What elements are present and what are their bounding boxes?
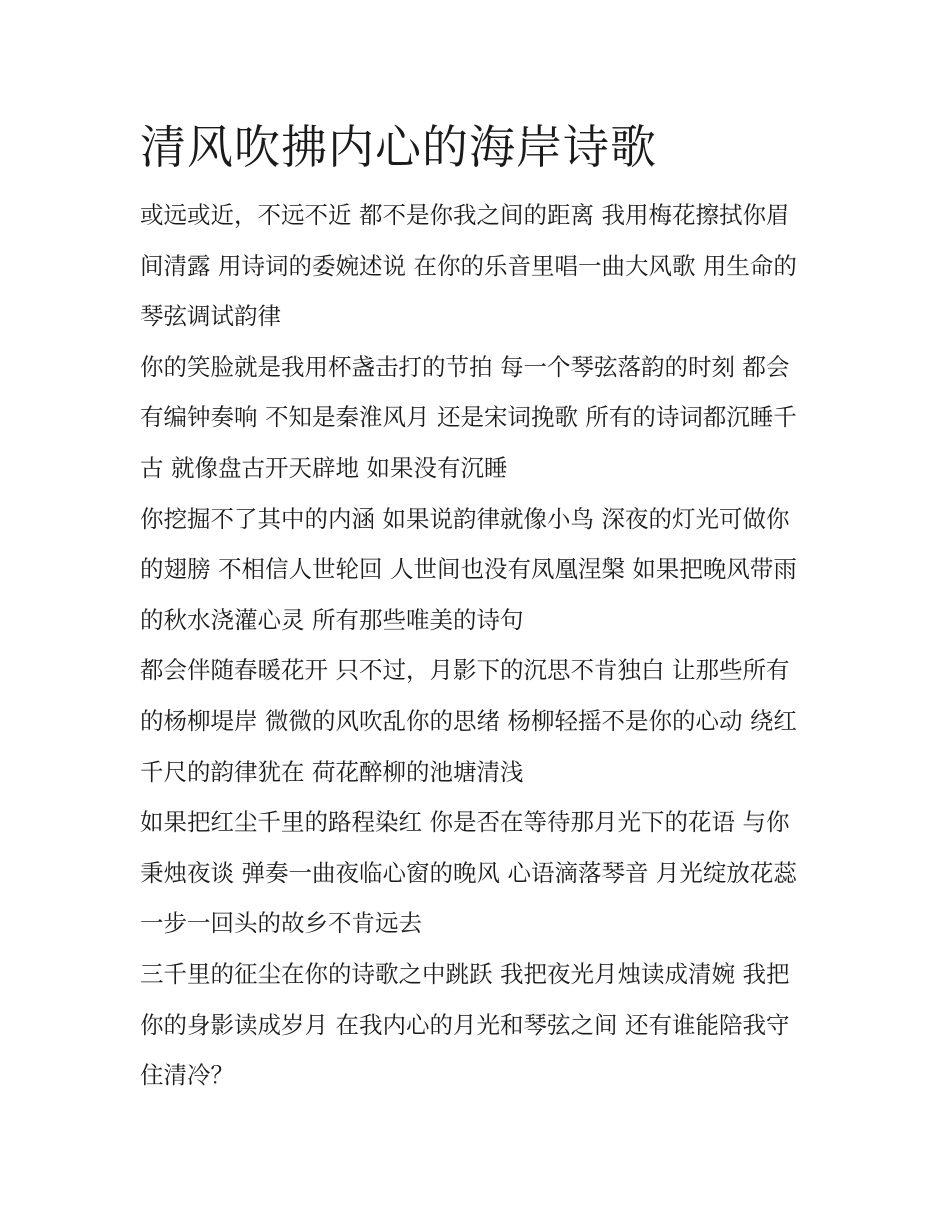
paragraph: 都会伴随春暖花开 只不过，月影下的沉思不肯独白 让那些所有的杨柳堤岸 微微的风吹乱你的思绪 杨柳轻摇不是你的心动 绕红千尺的韵律犹在 荷花醉柳的池塘清浅 — [140, 656, 797, 786]
paragraph: 你的笑脸就是我用杯盏击打的节拍 每一个琴弦落韵的时刻 都会有编钟奏响 不知是秦淮风月 还是宋词挽歌 所有的诗词都沉睡千古 就像盘古开天辟地 如果没有沉睡 — [140, 352, 797, 482]
document-page — [140, 116, 812, 1101]
paragraph: 如果把红尘千里的路程染红 你是否在等待那月光下的花语 与你秉烛夜谈 弹奏一曲夜临心窗的晚风 心语滴落琴音 月光绽放花蕊 一步一回头的故乡不肯远去 — [140, 808, 797, 938]
document-title: 清风吹拂内心的海岸诗歌 — [140, 120, 657, 174]
paragraph: 你挖掘不了其中的内涵 如果说韵律就像小鸟 深夜的灯光可做你的翅膀 不相信人世轮回 人世间也没有凤凰涅槃 如果把晚风带雨的秋水浇灌心灵 所有那些唯美的诗句 — [140, 504, 797, 634]
paragraph: 三千里的征尘在你的诗歌之中跳跃 我把夜光月烛读成清婉 我把你的身影读成岁月 在我内心的月光和琴弦之间 还有谁能陪我守住清冷？ — [140, 959, 790, 1090]
paragraph: 或远或近，不远不近 都不是你我之间的距离 我用梅花擦拭你眉间清露 用诗词的委婉述说 在你的乐音里唱一曲大风歌 用生命的琴弦调试韵律 — [140, 201, 797, 331]
